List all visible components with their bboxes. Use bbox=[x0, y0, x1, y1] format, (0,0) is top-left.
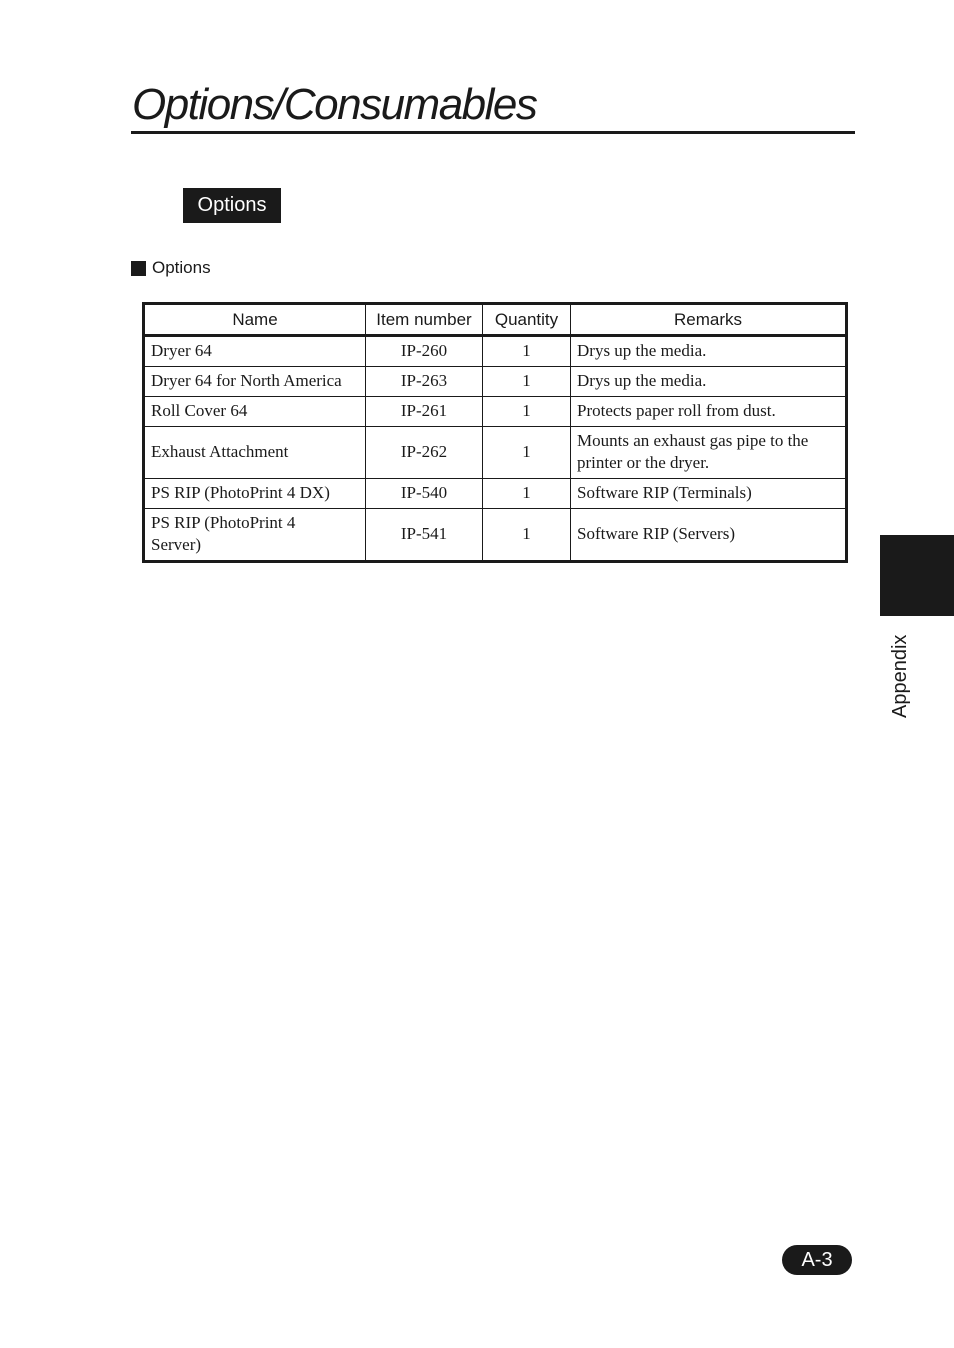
cell-quantity: 1 bbox=[483, 427, 571, 479]
cell-name: PS RIP (PhotoPrint 4 Server) bbox=[144, 509, 366, 562]
cell-quantity: 1 bbox=[483, 367, 571, 397]
table-header-row bbox=[144, 304, 847, 336]
cell-item-number: IP-260 bbox=[366, 336, 483, 367]
header-remarks: Remarks bbox=[571, 304, 847, 336]
cell-name: PS RIP (PhotoPrint 4 DX) bbox=[144, 479, 366, 509]
cell-item-number: IP-261 bbox=[366, 397, 483, 427]
table-row bbox=[144, 479, 847, 509]
cell-name: Dryer 64 bbox=[144, 336, 366, 367]
page-title: Options/Consumables bbox=[132, 80, 537, 129]
cell-item-number: IP-262 bbox=[366, 427, 483, 479]
square-bullet-icon bbox=[131, 261, 146, 276]
section-badge: Options bbox=[183, 188, 281, 223]
options-table bbox=[142, 302, 848, 563]
cell-item-number: IP-540 bbox=[366, 479, 483, 509]
cell-remarks: Protects paper roll from dust. bbox=[571, 397, 847, 427]
cell-remarks: Software RIP (Servers) bbox=[571, 509, 847, 562]
header-name: Name bbox=[144, 304, 366, 336]
cell-remarks: Drys up the media. bbox=[571, 336, 847, 367]
chapter-tab-label: Appendix bbox=[889, 634, 911, 718]
cell-name: Roll Cover 64 bbox=[144, 397, 366, 427]
cell-remarks: Drys up the media. bbox=[571, 367, 847, 397]
cell-remarks: Software RIP (Terminals) bbox=[571, 479, 847, 509]
cell-name: Exhaust Attachment bbox=[144, 427, 366, 479]
cell-quantity: 1 bbox=[483, 397, 571, 427]
subsection-heading bbox=[131, 257, 211, 279]
page-number: A-3 bbox=[782, 1245, 852, 1275]
table-row bbox=[144, 509, 847, 562]
header-quantity: Quantity bbox=[483, 304, 571, 336]
cell-quantity: 1 bbox=[483, 479, 571, 509]
table-row bbox=[144, 397, 847, 427]
cell-item-number: IP-541 bbox=[366, 509, 483, 562]
table-row bbox=[144, 427, 847, 479]
subsection-label: Options bbox=[152, 258, 211, 277]
header-item-number: Item number bbox=[366, 304, 483, 336]
cell-quantity: 1 bbox=[483, 336, 571, 367]
table-row bbox=[144, 336, 847, 367]
title-rule bbox=[131, 131, 855, 134]
chapter-tab bbox=[880, 535, 954, 616]
cell-quantity: 1 bbox=[483, 509, 571, 562]
cell-item-number: IP-263 bbox=[366, 367, 483, 397]
cell-name: Dryer 64 for North America bbox=[144, 367, 366, 397]
cell-remarks: Mounts an exhaust gas pipe to the printer or the dryer. bbox=[571, 427, 847, 479]
table-row bbox=[144, 367, 847, 397]
